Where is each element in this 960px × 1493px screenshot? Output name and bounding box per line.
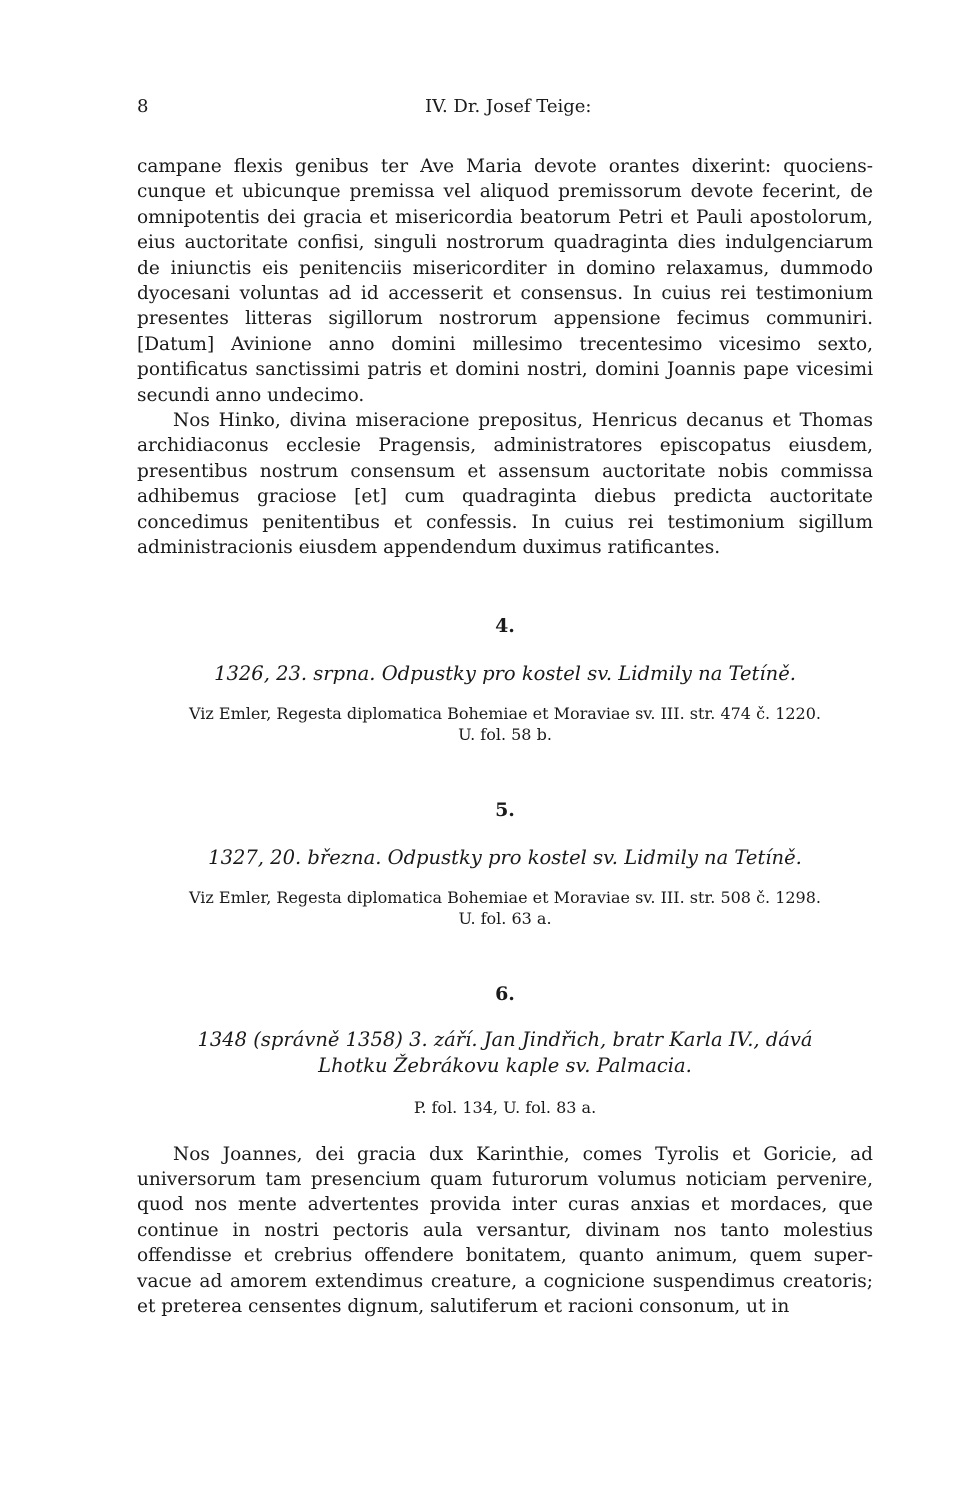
- paragraph-approval: Nos Hinko, divina miseracione prepositus, Henricus decanus et Thomas archidiaconus ecclesie Pragensis, administratores episcopatus eiusdem, presentibus nostrum consensum et assensum auctoritate nobis commissa adhibemus graciose [et] cum quadraginta diebus predicta auctoritate concedimus penitentibus et confessis. In cuius rei testimonium sigillum administracionis eiusdem appendendum duximus ratificantes.: [137, 410, 873, 559]
- source-reference-line: Viz Emler, Regesta diplomatica Bohemiae et Moraviae sv. III. str. 508 č. 1298.: [189, 887, 821, 907]
- source-reference-5: [137, 887, 873, 929]
- charter-text: Nos Joannes, dei gracia dux Karinthie, comes Tyrolis et Goricie, ad universorum tam presencium quam futurorum volumus noticiam pervenire, quod nos mente advertentes provida inter curas anxias et mordaces, que continue in nostri pectoris aula versantur, divinam nos tanto molestius offendisse et crebrius offendere bonitatem, quanto animum, quem supervacue ad amorem extendimus creature, a cognicione suspendimus creatoris; et preterea censentes dignum, salutiferum et racioni consonum, ut in: [137, 1143, 873, 1317]
- running-head: [137, 96, 873, 126]
- section-title-4: 1326, 23. srpna. Odpustky pro kostel sv. Lidmily na Tetíně.: [214, 661, 796, 685]
- source-reference-line: U. fol. 58 b.: [458, 724, 552, 744]
- section-number-6: 6.: [495, 982, 515, 1005]
- section-number-5: 5.: [495, 798, 515, 821]
- section-title-6: [137, 1027, 873, 1079]
- section-title-line: Lhotku Žebrákovu kaple sv. Palmacia.: [318, 1053, 692, 1077]
- section-number-4: 4.: [495, 614, 515, 637]
- running-head-title: IV. Dr. Josef Teige:: [425, 96, 592, 117]
- paragraph-continuation: campane flexis genibus ter Ave Maria devote orantes dixerint: quocienscunque et ubicunque premissa vel aliquod premissorum devote fecerint, de omnipotentis dei gracia et misericordia beatorum Petri et Pauli apostolorum, eius auctoritate confisi, singuli nostrorum quadraginta dies indulgenciarum de iniunctis eis penitenciis misericorditer in domino relaxamus, dummodo dyocesani voluntas ad id accesserit et consensus. In cuius rei testimonium presentes litteras sigillorum nostrorum appensione fecimus communiri. [Datum] Avinione anno domini millesimo trecentesimo vicesimo sexto, pontificatus sanctissimi patris et domini nostri, domini Joannis pape vicesimi secundi anno undecimo.: [137, 156, 873, 406]
- source-reference-line: Viz Emler, Regesta diplomatica Bohemiae et Moraviae sv. III. str. 474 č. 1220.: [189, 703, 821, 723]
- source-reference-line: U. fol. 63 a.: [458, 908, 552, 928]
- page-number: 8: [137, 96, 149, 117]
- section-title-5: 1327, 20. března. Odpustky pro kostel sv. Lidmily na Tetíně.: [208, 845, 802, 869]
- section-title-line: 1348 (správně 1358) 3. září. Jan Jindřich, bratr Karla IV., dává: [197, 1027, 813, 1051]
- document-page: [137, 96, 873, 1319]
- source-reference-4: [137, 703, 873, 745]
- source-reference-6: P. fol. 134, U. fol. 83 a.: [413, 1097, 597, 1117]
